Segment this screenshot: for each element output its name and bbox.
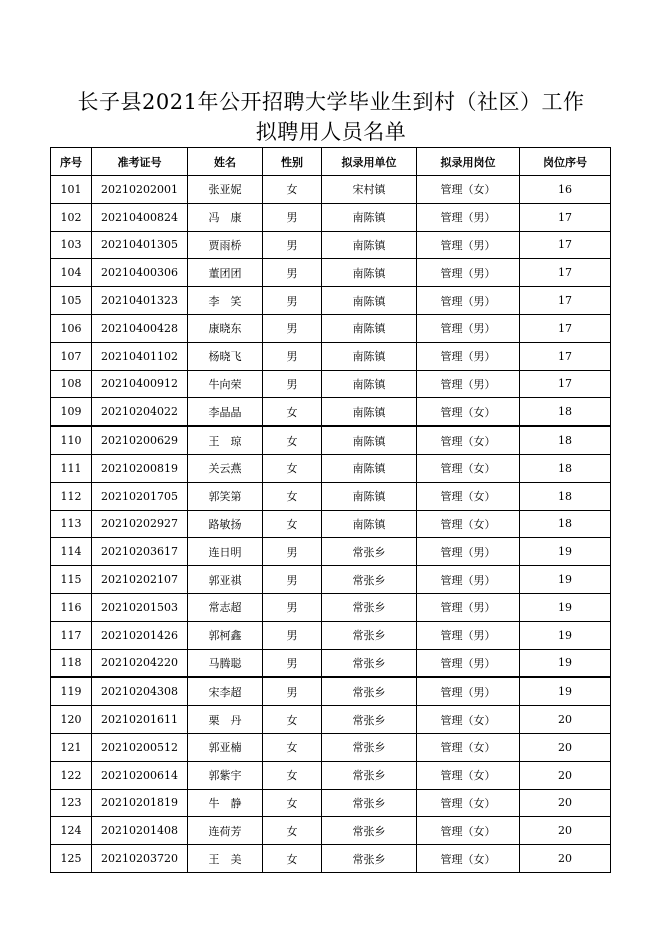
- document-title-line-1: 长子县2021年公开招聘大学毕业生到村（社区）工作: [77, 90, 585, 114]
- name-cell: 郭笑第: [188, 482, 263, 510]
- header-exam-ticket-number: 准考证号: [92, 148, 188, 176]
- hiring-unit-cell: 常张乡: [322, 789, 417, 817]
- exam-ticket-number-cell: 20210204220: [92, 649, 188, 677]
- name-cell: 张亚妮: [188, 176, 263, 204]
- position-number-cell: 19: [520, 621, 611, 649]
- name-cell: 郭紫宇: [188, 761, 263, 789]
- name-cell: 常志超: [188, 593, 263, 621]
- table-row: [51, 593, 611, 621]
- serial-number-cell: 114: [51, 538, 92, 566]
- exam-ticket-number-cell: 20210202107: [92, 566, 188, 594]
- serial-number-cell: 121: [51, 733, 92, 761]
- gender-cell: 男: [263, 342, 322, 370]
- exam-ticket-number-cell: 20210400306: [92, 259, 188, 287]
- gender-cell: 男: [263, 649, 322, 677]
- header-position-number: 岗位序号: [520, 148, 611, 176]
- hiring-position-cell: 管理（女）: [417, 845, 520, 873]
- table-row: [51, 817, 611, 845]
- position-number-cell: 19: [520, 538, 611, 566]
- header-serial-number: 序号: [51, 148, 92, 176]
- gender-cell: 女: [263, 510, 322, 538]
- table-row: [51, 538, 611, 566]
- hiring-position-cell: 管理（男）: [417, 538, 520, 566]
- serial-number-cell: 109: [51, 398, 92, 426]
- gender-cell: 男: [263, 203, 322, 231]
- name-cell: 连荷芳: [188, 817, 263, 845]
- serial-number-cell: 115: [51, 566, 92, 594]
- hiring-unit-cell: 常张乡: [322, 593, 417, 621]
- hiring-unit-cell: 南陈镇: [322, 287, 417, 315]
- table-row: [51, 259, 611, 287]
- table-row: [51, 398, 611, 426]
- gender-cell: 男: [263, 370, 322, 398]
- hiring-unit-cell: 常张乡: [322, 538, 417, 566]
- name-cell: 连日明: [188, 538, 263, 566]
- exam-ticket-number-cell: 20210202927: [92, 510, 188, 538]
- hiring-unit-cell: 南陈镇: [322, 231, 417, 259]
- hiring-position-cell: 管理（女）: [417, 733, 520, 761]
- hiring-position-cell: 管理（女）: [417, 817, 520, 845]
- header-name: 姓名: [188, 148, 263, 176]
- hiring-position-cell: 管理（男）: [417, 677, 520, 705]
- hiring-unit-cell: 南陈镇: [322, 510, 417, 538]
- exam-ticket-number-cell: 20210204022: [92, 398, 188, 426]
- table-row: [51, 677, 611, 705]
- exam-ticket-number-cell: 20210203720: [92, 845, 188, 873]
- hiring-position-cell: 管理（女）: [417, 482, 520, 510]
- position-number-cell: 18: [520, 398, 611, 426]
- gender-cell: 女: [263, 789, 322, 817]
- gender-cell: 男: [263, 231, 322, 259]
- table-row: [51, 510, 611, 538]
- exam-ticket-number-cell: 20210400824: [92, 203, 188, 231]
- header-gender: 性别: [263, 148, 322, 176]
- position-number-cell: 20: [520, 817, 611, 845]
- name-cell: 王 美: [188, 845, 263, 873]
- hiring-unit-cell: 宋村镇: [322, 176, 417, 204]
- hiring-position-cell: 管理（女）: [417, 510, 520, 538]
- hiring-position-cell: 管理（女）: [417, 454, 520, 482]
- header-hiring-unit: 拟录用单位: [322, 148, 417, 176]
- hiring-unit-cell: 常张乡: [322, 733, 417, 761]
- hiring-unit-cell: 常张乡: [322, 706, 417, 734]
- hiring-position-cell: 管理（女）: [417, 398, 520, 426]
- position-number-cell: 19: [520, 649, 611, 677]
- table-row: [51, 566, 611, 594]
- hiring-unit-cell: 南陈镇: [322, 203, 417, 231]
- gender-cell: 女: [263, 482, 322, 510]
- exam-ticket-number-cell: 20210200819: [92, 454, 188, 482]
- table-row: [51, 370, 611, 398]
- exam-ticket-number-cell: 20210401323: [92, 287, 188, 315]
- hiring-unit-cell: 常张乡: [322, 649, 417, 677]
- position-number-cell: 17: [520, 314, 611, 342]
- exam-ticket-number-cell: 20210401305: [92, 231, 188, 259]
- table-row: [51, 314, 611, 342]
- serial-number-cell: 106: [51, 314, 92, 342]
- gender-cell: 女: [263, 176, 322, 204]
- table-row: [51, 845, 611, 873]
- table-row: [51, 649, 611, 677]
- name-cell: 冯 康: [188, 203, 263, 231]
- exam-ticket-number-cell: 20210201819: [92, 789, 188, 817]
- hiring-unit-cell: 南陈镇: [322, 342, 417, 370]
- exam-ticket-number-cell: 20210400428: [92, 314, 188, 342]
- hiring-position-cell: 管理（女）: [417, 789, 520, 817]
- name-cell: 牛 静: [188, 789, 263, 817]
- position-number-cell: 20: [520, 761, 611, 789]
- table-row: [51, 454, 611, 482]
- hiring-unit-cell: 南陈镇: [322, 370, 417, 398]
- hiring-unit-cell: 南陈镇: [322, 454, 417, 482]
- hiring-unit-cell: 常张乡: [322, 677, 417, 705]
- serial-number-cell: 113: [51, 510, 92, 538]
- name-cell: 栗 丹: [188, 706, 263, 734]
- name-cell: 康晓东: [188, 314, 263, 342]
- gender-cell: 男: [263, 287, 322, 315]
- exam-ticket-number-cell: 20210201611: [92, 706, 188, 734]
- name-cell: 郭亚楠: [188, 733, 263, 761]
- hiring-unit-cell: 常张乡: [322, 761, 417, 789]
- serial-number-cell: 117: [51, 621, 92, 649]
- gender-cell: 男: [263, 566, 322, 594]
- exam-ticket-number-cell: 20210204308: [92, 677, 188, 705]
- serial-number-cell: 102: [51, 203, 92, 231]
- hiring-unit-cell: 南陈镇: [322, 314, 417, 342]
- name-cell: 郭亚祺: [188, 566, 263, 594]
- position-number-cell: 18: [520, 454, 611, 482]
- document-title-line-2: 拟聘用人员名单: [255, 120, 407, 144]
- exam-ticket-number-cell: 20210201426: [92, 621, 188, 649]
- table-row: [51, 342, 611, 370]
- table-row: [51, 621, 611, 649]
- position-number-cell: 18: [520, 510, 611, 538]
- name-cell: 贾雨桥: [188, 231, 263, 259]
- name-cell: 宋李超: [188, 677, 263, 705]
- hiring-unit-cell: 南陈镇: [322, 398, 417, 426]
- exam-ticket-number-cell: 20210200512: [92, 733, 188, 761]
- hiring-unit-cell: 常张乡: [322, 566, 417, 594]
- table-row: [51, 287, 611, 315]
- gender-cell: 女: [263, 761, 322, 789]
- serial-number-cell: 118: [51, 649, 92, 677]
- serial-number-cell: 104: [51, 259, 92, 287]
- gender-cell: 男: [263, 677, 322, 705]
- gender-cell: 男: [263, 593, 322, 621]
- name-cell: 郭柯鑫: [188, 621, 263, 649]
- header-hiring-position: 拟录用岗位: [417, 148, 520, 176]
- gender-cell: 女: [263, 845, 322, 873]
- table-row: [51, 482, 611, 510]
- gender-cell: 男: [263, 314, 322, 342]
- serial-number-cell: 101: [51, 176, 92, 204]
- gender-cell: 男: [263, 621, 322, 649]
- position-number-cell: 19: [520, 677, 611, 705]
- position-number-cell: 20: [520, 789, 611, 817]
- gender-cell: 女: [263, 706, 322, 734]
- hiring-unit-cell: 南陈镇: [322, 482, 417, 510]
- hiring-unit-cell: 常张乡: [322, 817, 417, 845]
- position-number-cell: 17: [520, 231, 611, 259]
- hiring-position-cell: 管理（男）: [417, 649, 520, 677]
- exam-ticket-number-cell: 20210203617: [92, 538, 188, 566]
- gender-cell: 女: [263, 426, 322, 454]
- hiring-unit-cell: 南陈镇: [322, 426, 417, 454]
- serial-number-cell: 105: [51, 287, 92, 315]
- table-row: [51, 426, 611, 454]
- hiring-position-cell: 管理（男）: [417, 259, 520, 287]
- name-cell: 关云燕: [188, 454, 263, 482]
- exam-ticket-number-cell: 20210200629: [92, 426, 188, 454]
- position-number-cell: 20: [520, 733, 611, 761]
- name-cell: 马腾聪: [188, 649, 263, 677]
- name-cell: 李 笑: [188, 287, 263, 315]
- table-header-row: [51, 148, 611, 176]
- exam-ticket-number-cell: 20210201503: [92, 593, 188, 621]
- serial-number-cell: 112: [51, 482, 92, 510]
- position-number-cell: 17: [520, 259, 611, 287]
- position-number-cell: 16: [520, 176, 611, 204]
- serial-number-cell: 108: [51, 370, 92, 398]
- table-row: [51, 706, 611, 734]
- serial-number-cell: 116: [51, 593, 92, 621]
- exam-ticket-number-cell: 20210401102: [92, 342, 188, 370]
- position-number-cell: 17: [520, 370, 611, 398]
- position-number-cell: 17: [520, 342, 611, 370]
- hiring-roster-table: [50, 147, 611, 873]
- hiring-unit-cell: 南陈镇: [322, 259, 417, 287]
- hiring-unit-cell: 常张乡: [322, 621, 417, 649]
- position-number-cell: 20: [520, 845, 611, 873]
- name-cell: 李晶晶: [188, 398, 263, 426]
- position-number-cell: 20: [520, 706, 611, 734]
- hiring-position-cell: 管理（男）: [417, 370, 520, 398]
- exam-ticket-number-cell: 20210200614: [92, 761, 188, 789]
- gender-cell: 男: [263, 538, 322, 566]
- serial-number-cell: 123: [51, 789, 92, 817]
- position-number-cell: 17: [520, 203, 611, 231]
- hiring-position-cell: 管理（男）: [417, 203, 520, 231]
- table-row: [51, 789, 611, 817]
- gender-cell: 女: [263, 817, 322, 845]
- exam-ticket-number-cell: 20210202001: [92, 176, 188, 204]
- hiring-position-cell: 管理（女）: [417, 706, 520, 734]
- serial-number-cell: 103: [51, 231, 92, 259]
- name-cell: 王 琼: [188, 426, 263, 454]
- hiring-position-cell: 管理（男）: [417, 566, 520, 594]
- table-body: [51, 176, 611, 873]
- position-number-cell: 18: [520, 426, 611, 454]
- serial-number-cell: 111: [51, 454, 92, 482]
- name-cell: 杨晓飞: [188, 342, 263, 370]
- gender-cell: 女: [263, 454, 322, 482]
- name-cell: 牛向荣: [188, 370, 263, 398]
- hiring-position-cell: 管理（男）: [417, 621, 520, 649]
- position-number-cell: 19: [520, 593, 611, 621]
- hiring-position-cell: 管理（男）: [417, 342, 520, 370]
- position-number-cell: 19: [520, 566, 611, 594]
- exam-ticket-number-cell: 20210400912: [92, 370, 188, 398]
- hiring-position-cell: 管理（女）: [417, 761, 520, 789]
- hiring-position-cell: 管理（女）: [417, 176, 520, 204]
- serial-number-cell: 125: [51, 845, 92, 873]
- hiring-position-cell: 管理（男）: [417, 231, 520, 259]
- name-cell: 董团团: [188, 259, 263, 287]
- hiring-position-cell: 管理（男）: [417, 287, 520, 315]
- serial-number-cell: 120: [51, 706, 92, 734]
- table-row: [51, 761, 611, 789]
- table-row: [51, 231, 611, 259]
- serial-number-cell: 122: [51, 761, 92, 789]
- exam-ticket-number-cell: 20210201705: [92, 482, 188, 510]
- table-row: [51, 176, 611, 204]
- exam-ticket-number-cell: 20210201408: [92, 817, 188, 845]
- position-number-cell: 17: [520, 287, 611, 315]
- hiring-position-cell: 管理（女）: [417, 426, 520, 454]
- position-number-cell: 18: [520, 482, 611, 510]
- table-row: [51, 203, 611, 231]
- serial-number-cell: 107: [51, 342, 92, 370]
- serial-number-cell: 124: [51, 817, 92, 845]
- gender-cell: 女: [263, 398, 322, 426]
- gender-cell: 女: [263, 733, 322, 761]
- serial-number-cell: 119: [51, 677, 92, 705]
- hiring-unit-cell: 常张乡: [322, 845, 417, 873]
- gender-cell: 男: [263, 259, 322, 287]
- hiring-position-cell: 管理（男）: [417, 314, 520, 342]
- hiring-position-cell: 管理（男）: [417, 593, 520, 621]
- table-row: [51, 733, 611, 761]
- serial-number-cell: 110: [51, 426, 92, 454]
- name-cell: 路敏扬: [188, 510, 263, 538]
